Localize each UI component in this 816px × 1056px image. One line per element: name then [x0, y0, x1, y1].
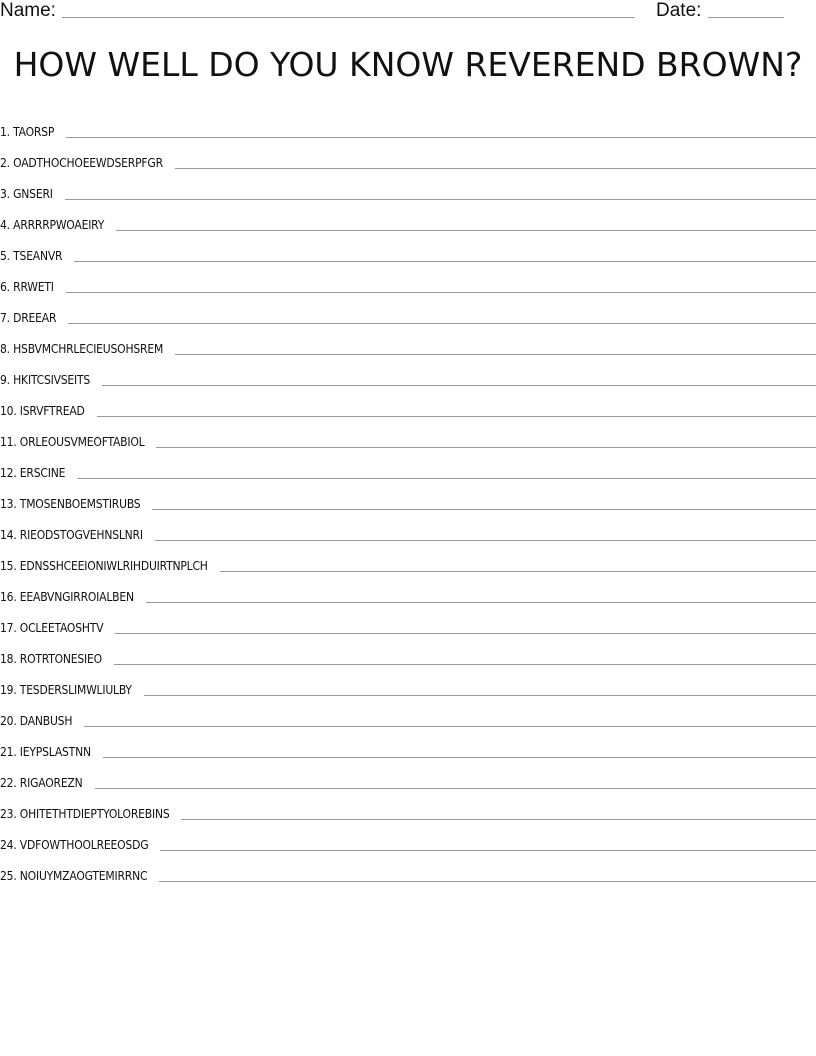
scrambled-word: [0, 557, 208, 576]
scramble-letters: VDFOWTHOOLREEOSDG: [19, 838, 149, 852]
scrambled-word: [0, 743, 91, 762]
item-number: 9.: [0, 373, 10, 387]
item-number: 2.: [0, 156, 10, 170]
scramble-letters: DREEAR: [13, 311, 57, 325]
list-item: [0, 824, 816, 855]
scrambled-word: [0, 650, 102, 669]
answer-blank-line[interactable]: [175, 167, 816, 169]
list-item: [0, 793, 816, 824]
answer-blank-line[interactable]: [66, 136, 816, 138]
scrambled-word: [0, 154, 163, 173]
answer-blank-line[interactable]: [115, 632, 816, 634]
item-number: 12.: [0, 466, 17, 480]
list-item: [0, 173, 816, 204]
item-number: 21.: [0, 745, 17, 759]
scramble-letters: ERSCINE: [19, 466, 66, 480]
scramble-letters: OADTHOCHOEEWDSERPFGR: [13, 156, 163, 170]
scramble-letters: TAORSP: [13, 125, 55, 139]
answer-blank-line[interactable]: [156, 446, 816, 448]
item-number: 8.: [0, 342, 10, 356]
scramble-letters: EEABVNGIRROIALBEN: [19, 590, 134, 604]
list-item: [0, 235, 816, 266]
list-item: [0, 669, 816, 700]
list-item: [0, 452, 816, 483]
item-number: 5.: [0, 249, 10, 263]
answer-blank-line[interactable]: [97, 415, 816, 417]
answer-blank-line[interactable]: [220, 570, 816, 572]
date-label: Date:: [656, 0, 702, 21]
item-number: 20.: [0, 714, 17, 728]
item-number: 13.: [0, 497, 17, 511]
scramble-letters: HKITCSIVSEITS: [13, 373, 91, 387]
list-item: [0, 855, 816, 886]
list-item: [0, 607, 816, 638]
list-item: [0, 762, 816, 793]
worksheet-header: [0, 0, 816, 24]
answer-blank-line[interactable]: [175, 353, 816, 355]
scramble-letters: NOIUYMZAOGTEMIRRNC: [19, 869, 148, 883]
scrambled-word: [0, 867, 147, 886]
answer-blank-line[interactable]: [114, 663, 816, 665]
item-number: 14.: [0, 528, 17, 542]
scrambled-word: [0, 247, 62, 266]
answer-blank-line[interactable]: [77, 477, 816, 479]
item-number: 24.: [0, 838, 17, 852]
answer-blank-line[interactable]: [155, 539, 816, 541]
name-blank-line[interactable]: [62, 17, 635, 18]
scrambled-word: [0, 774, 83, 793]
scramble-letters: EDNSSHCEEIONIWLRIHDUIRTNPLCH: [19, 559, 208, 573]
item-number: 16.: [0, 590, 17, 604]
date-blank-line[interactable]: [708, 17, 784, 18]
scrambled-word: [0, 495, 140, 514]
scramble-letters: GNSERI: [13, 187, 53, 201]
list-item: [0, 266, 816, 297]
scrambled-word: [0, 123, 54, 142]
list-item: [0, 328, 816, 359]
item-number: 6.: [0, 280, 10, 294]
list-item: [0, 297, 816, 328]
page-title: HOW WELL DO YOU KNOW REVEREND BROWN?: [13, 45, 803, 84]
item-number: 1.: [0, 125, 10, 139]
answer-blank-line[interactable]: [160, 849, 816, 851]
scrambled-word: [0, 464, 65, 483]
answer-blank-line[interactable]: [102, 384, 816, 386]
list-item: [0, 421, 816, 452]
scramble-letters: RRWETI: [13, 280, 54, 294]
item-number: 17.: [0, 621, 17, 635]
item-number: 18.: [0, 652, 17, 666]
scrambled-word: [0, 526, 143, 545]
scramble-letters: ISRVFTREAD: [19, 404, 85, 418]
scrambled-word: [0, 588, 134, 607]
scramble-letters: IEYPSLASTNN: [19, 745, 91, 759]
scrambled-word: [0, 805, 169, 824]
scrambled-word: [0, 309, 56, 328]
item-number: 11.: [0, 435, 17, 449]
list-item: [0, 390, 816, 421]
answer-blank-line[interactable]: [116, 229, 816, 231]
scrambled-word: [0, 371, 90, 390]
scramble-letters: ARRRRPWOAEIRY: [13, 218, 105, 232]
item-number: 19.: [0, 683, 17, 697]
scrambled-word: [0, 712, 72, 731]
scramble-letters: OHITETHTDIEPTYOLOREBINS: [19, 807, 170, 821]
list-item: [0, 545, 816, 576]
scramble-letters: DANBUSH: [19, 714, 73, 728]
scrambled-word: [0, 433, 144, 452]
scramble-letters: RIGAOREZN: [19, 776, 83, 790]
answer-blank-line[interactable]: [146, 601, 816, 603]
answer-blank-line[interactable]: [159, 880, 816, 882]
item-number: 3.: [0, 187, 10, 201]
answer-blank-line[interactable]: [66, 291, 816, 293]
list-item: [0, 204, 816, 235]
scrambled-word: [0, 836, 148, 855]
answer-blank-line[interactable]: [65, 198, 816, 200]
scramble-letters: OCLEETAOSHTV: [19, 621, 104, 635]
scrambled-word: [0, 278, 54, 297]
scramble-letters: ROTRTONESIEO: [19, 652, 102, 666]
list-item: [0, 359, 816, 390]
item-number: 4.: [0, 218, 10, 232]
list-item: [0, 514, 816, 545]
scramble-letters: ORLEOUSVMEOFTABIOL: [19, 435, 145, 449]
scramble-letters: RIEODSTOGVEHNSLNRI: [19, 528, 143, 542]
name-label: Name:: [0, 0, 56, 21]
answer-blank-line[interactable]: [181, 818, 816, 820]
word-scramble-list: [0, 111, 816, 886]
answer-blank-line[interactable]: [144, 694, 816, 696]
scrambled-word: [0, 340, 163, 359]
list-item: [0, 111, 816, 142]
item-number: 10.: [0, 404, 17, 418]
list-item: [0, 731, 816, 762]
list-item: [0, 700, 816, 731]
scrambled-word: [0, 402, 85, 421]
item-number: 15.: [0, 559, 17, 573]
item-number: 7.: [0, 311, 10, 325]
scrambled-word: [0, 216, 104, 235]
scrambled-word: [0, 681, 132, 700]
answer-blank-line[interactable]: [68, 322, 816, 324]
list-item: [0, 576, 816, 607]
scramble-letters: HSBVMCHRLECIEUSOHSREM: [13, 342, 164, 356]
answer-blank-line[interactable]: [103, 756, 816, 758]
item-number: 22.: [0, 776, 17, 790]
list-item: [0, 483, 816, 514]
answer-blank-line[interactable]: [84, 725, 816, 727]
scramble-letters: TESDERSLIMWLIULBY: [19, 683, 132, 697]
scramble-letters: TSEANVR: [13, 249, 63, 263]
item-number: 25.: [0, 869, 17, 883]
answer-blank-line[interactable]: [95, 787, 816, 789]
scrambled-word: [0, 619, 103, 638]
scrambled-word: [0, 185, 53, 204]
answer-blank-line[interactable]: [152, 508, 816, 510]
list-item: [0, 142, 816, 173]
answer-blank-line[interactable]: [74, 260, 816, 262]
item-number: 23.: [0, 807, 17, 821]
scramble-letters: TMOSENBOEMSTIRUBS: [19, 497, 141, 511]
list-item: [0, 638, 816, 669]
